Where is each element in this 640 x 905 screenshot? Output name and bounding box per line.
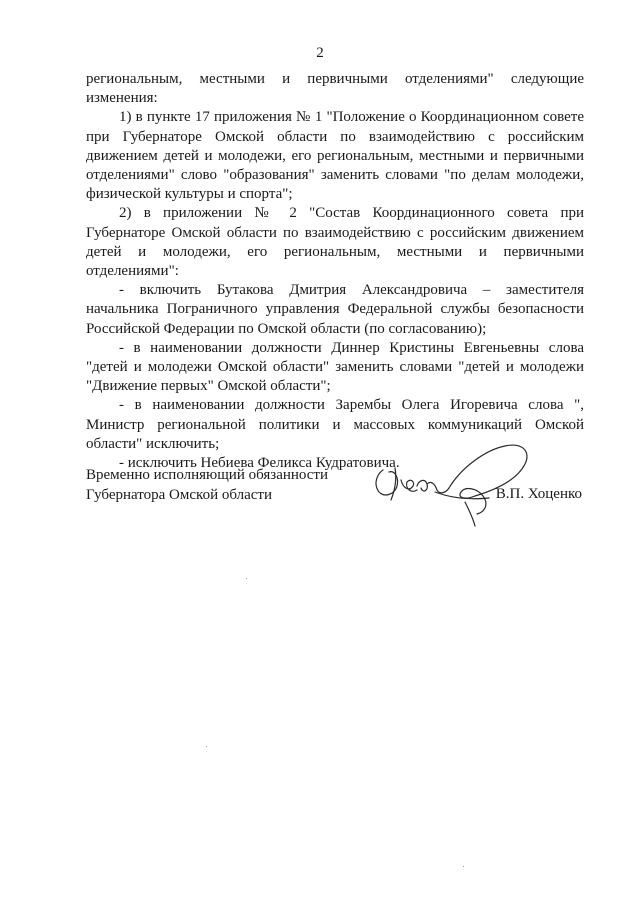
document-body [86,70,584,473]
signer-title-line-2: Губернатора Омской области [86,486,272,503]
paragraph-continuation: региональным, местными и первичными отделениями" следующие изменения: [86,71,584,107]
signer-name: В.П. Хоценко [495,486,582,502]
scan-dot [463,866,464,867]
paragraph-item-1: 1) в пункте 17 приложения № 1 "Положение о Координационном совете при Губернаторе Омской области по взаимодействию с российским движением детей и молодежи, его региональным, местными и первичными отделениями" слово "образования" заменить словами "по делам молодежи, физической культуры и спорта"; [86,109,584,203]
handwritten-signature [365,428,535,532]
paragraph-rename-position-1: - в наименовании должности Диннер Кристины Евгеньевны слова "детей и молодежи Омской области" заменить словами "детей и молодежи "Движение первых" Омской области"; [86,339,584,395]
page-number: 2 [316,45,324,61]
paragraph-item-2: 2) в приложении № 2 "Состав Координационного совета при Губернаторе Омской области по взаимодействию с российским движением детей и молодежи, его региональным, местными и первичными отделениями": [86,205,584,280]
signer-title-line-1: Временно исполняющий обязанности [86,467,329,483]
paragraph-exclude-member: - исключить Небиева Феликса Кудратовича. [119,455,400,472]
scan-dot [246,578,247,579]
paragraph-include-member: - включить Бутакова Дмитрия Александровича – заместителя начальника Пограничного управления Федеральной службы безопасности Российской Федерации по Омской области (по согласованию); [86,282,584,337]
scan-dot [206,746,207,747]
paragraph-rename-position-2: - в наименовании должности Зарембы Олега Игоревича слова ", Министр региональной политики и массовых коммуникаций Омской области" исключить; [86,397,584,452]
